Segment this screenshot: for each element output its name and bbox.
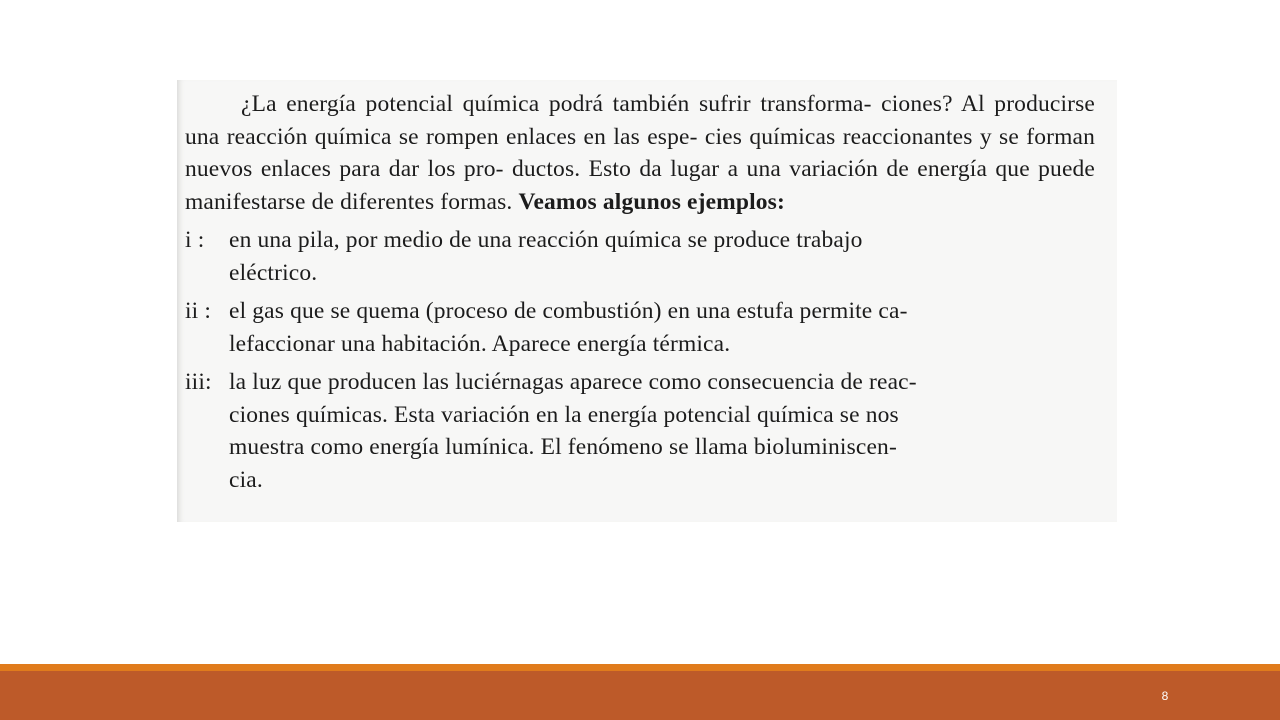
item-marker: ii : <box>185 298 212 324</box>
intro-line: ¿La energía potencial química podrá también sufrir transforma- <box>241 91 872 117</box>
intro-line: ductos. Esto da lugar a una variación de energía que puede manifestarse <box>185 156 1096 215</box>
item-marker: i : <box>185 227 205 253</box>
item-line: cia. <box>229 466 263 493</box>
item-text <box>229 224 1095 289</box>
example-item-3 <box>185 366 1095 496</box>
intro-line: de diferentes formas. <box>311 188 513 215</box>
scanned-text <box>185 88 1095 496</box>
intro-bold-phrase: Veamos algunos ejemplos: <box>518 188 785 215</box>
item-text <box>229 295 1095 360</box>
item-line: la luz que producen las luciérnagas aparece como consecuencia de reac- <box>229 369 917 395</box>
item-line: ciones químicas. Esta variación en la energía potencial química se nos <box>229 401 899 428</box>
intro-line: cies químicas reaccionantes y se forman nuevos enlaces para dar los pro- <box>185 123 1095 182</box>
intro-line: ciones? Al producirse una reacción química se rompen enlaces en las espe- <box>185 91 1095 150</box>
example-item-2 <box>185 295 1095 360</box>
item-line: muestra como energía lumínica. El fenómeno se llama bioluminiscen- <box>229 434 897 460</box>
scanned-text-image <box>177 80 1117 522</box>
footer-band <box>0 671 1280 720</box>
intro-paragraph <box>185 88 1095 218</box>
item-line: el gas que se quema (proceso de combustión) en una estufa permite ca- <box>229 298 908 324</box>
item-text <box>229 366 1095 496</box>
example-item-1 <box>185 224 1095 289</box>
footer-accent-line <box>0 664 1280 671</box>
item-marker: iii: <box>185 369 212 395</box>
page-number: 8 <box>1161 689 1169 703</box>
item-line: lefaccionar una habitación. Aparece energía térmica. <box>229 330 731 357</box>
item-line: eléctrico. <box>229 259 318 286</box>
item-line: en una pila, por medio de una reacción química se produce trabajo <box>229 227 863 253</box>
